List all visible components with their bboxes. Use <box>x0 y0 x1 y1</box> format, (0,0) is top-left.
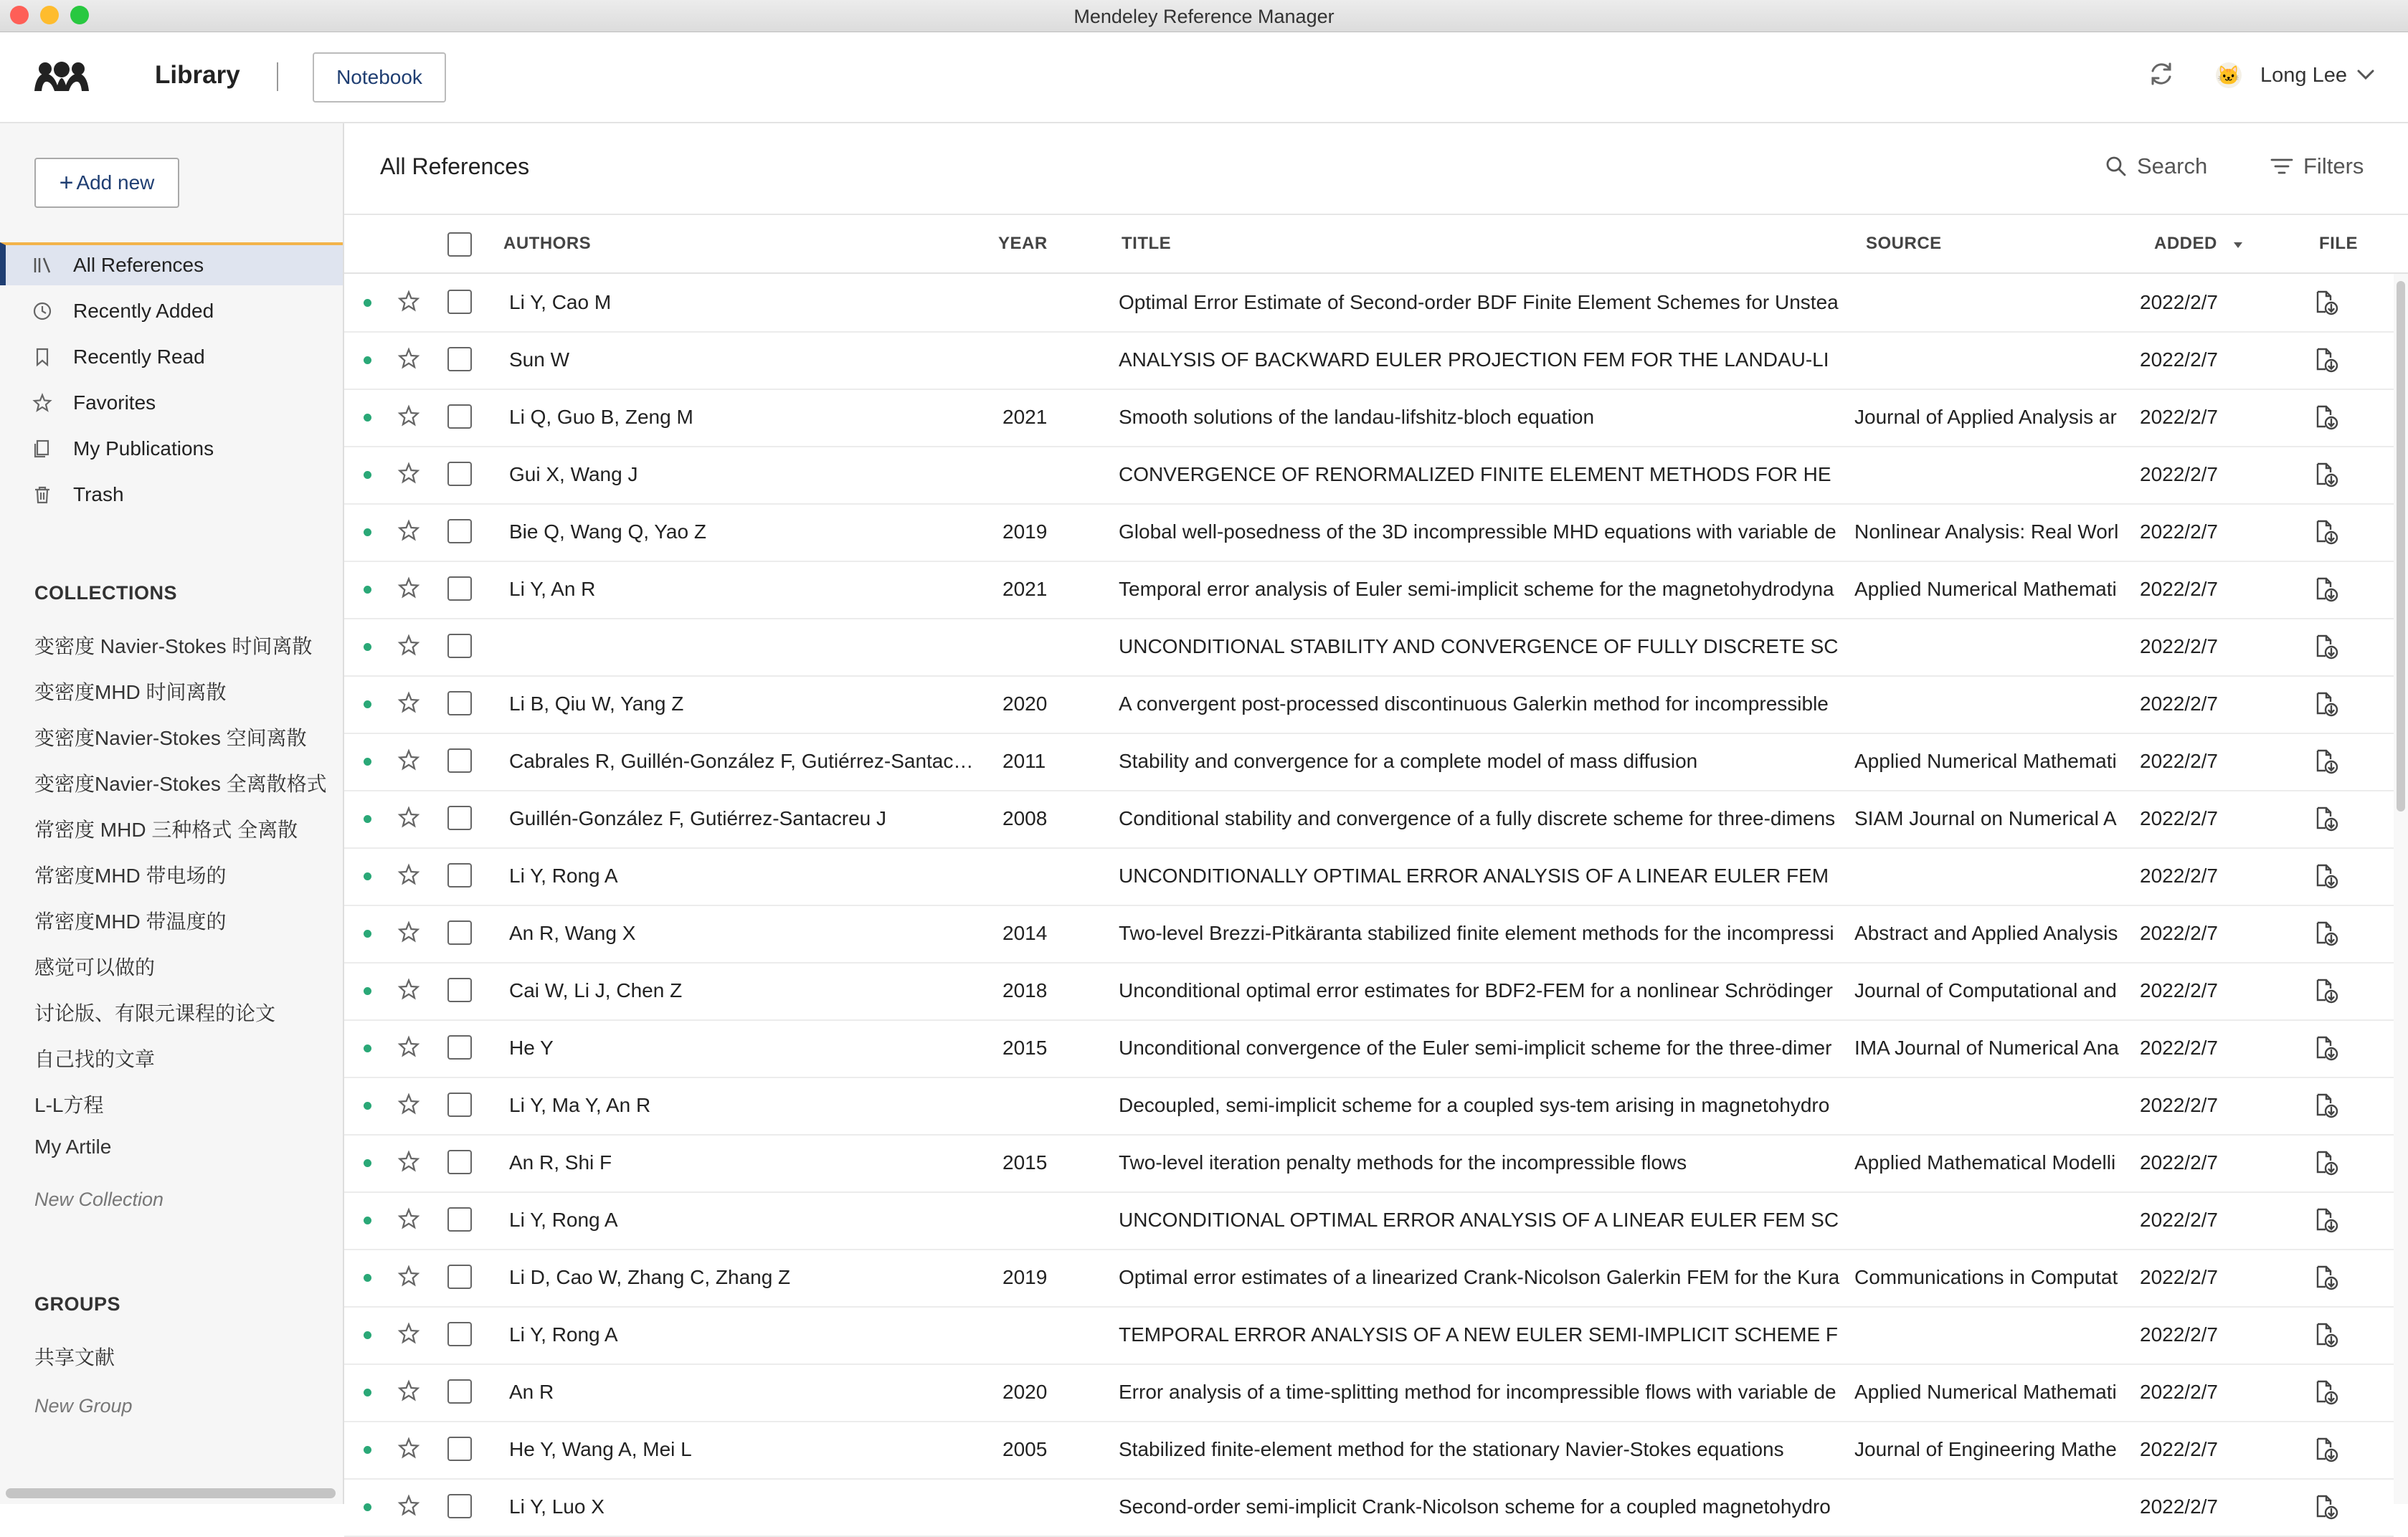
cell-title: CONVERGENCE OF RENORMALIZED FINITE ELEMENT METHODS FOR HE <box>1119 463 1831 485</box>
cell-authors: An R, Shi F <box>509 1151 612 1174</box>
collection-item[interactable]: 自己找的文章 <box>34 1048 156 1070</box>
window-titlebar <box>0 0 2408 32</box>
cell-authors: Li Y, Luo X <box>509 1495 605 1518</box>
avatar[interactable]: 🐱 <box>2216 62 2242 88</box>
status-dot <box>364 1102 371 1110</box>
cell-year: 2021 <box>1002 578 1048 600</box>
cell-year: 2020 <box>1002 693 1048 715</box>
cell-added: 2022/2/7 <box>2140 578 2218 600</box>
cell-year: 2011 <box>1002 750 1046 772</box>
favorite-star-icon[interactable] <box>397 347 420 373</box>
publications-icon <box>32 438 53 460</box>
row-checkbox[interactable] <box>447 519 472 543</box>
collections-heading: COLLECTIONS <box>34 582 177 604</box>
column-header-source[interactable]: SOURCE <box>1866 234 1942 253</box>
table-row[interactable] <box>344 675 2394 734</box>
cell-authors: Sun W <box>509 348 570 371</box>
cell-added: 2022/2/7 <box>2140 1151 2218 1174</box>
sidebar-item-label: Favorites <box>73 391 156 414</box>
status-dot <box>364 586 371 594</box>
status-dot <box>364 643 371 651</box>
sidebar-item-recently-read[interactable] <box>0 336 343 379</box>
column-header-added[interactable] <box>2154 234 2244 254</box>
collection-item[interactable]: 变密度Navier-Stokes 空间离散 <box>34 727 307 749</box>
cell-authors: Cabrales R, Guillén-González F, Gutiérrez-Santac… <box>509 750 974 772</box>
add-file-icon[interactable] <box>2312 1435 2341 1467</box>
cell-source: Applied Numerical Mathemati <box>1854 1381 2117 1403</box>
column-header-added-label: ADDED <box>2154 234 2217 253</box>
row-checkbox[interactable] <box>447 1265 472 1289</box>
status-dot <box>364 872 371 880</box>
favorite-star-icon[interactable] <box>397 634 420 660</box>
sidebar-item-all-references[interactable] <box>0 242 343 285</box>
row-checkbox[interactable] <box>447 1150 472 1174</box>
status-dot <box>364 528 371 536</box>
add-file-icon[interactable] <box>2312 862 2341 894</box>
table-row[interactable] <box>344 847 2394 906</box>
main-header <box>344 123 2408 215</box>
search-button[interactable] <box>2105 153 2207 179</box>
add-file-icon[interactable] <box>2312 1321 2341 1353</box>
collection-item[interactable]: 常密度 MHD 三种格式 全离散 <box>34 819 298 841</box>
cell-source: Applied Numerical Mathemati <box>1854 578 2117 600</box>
select-all-checkbox[interactable] <box>447 232 472 257</box>
cell-title: Conditional stability and convergence of a fully discrete scheme for three-dimens <box>1119 807 1836 829</box>
favorite-star-icon[interactable] <box>397 1265 420 1291</box>
status-dot <box>364 356 371 364</box>
table-row[interactable] <box>344 331 2394 390</box>
cell-added: 2022/2/7 <box>2140 1037 2218 1059</box>
status-dot <box>364 1159 371 1167</box>
mendeley-logo-icon[interactable] <box>33 60 90 96</box>
cell-authors: Bie Q, Wang Q, Yao Z <box>509 520 706 543</box>
sidebar-item-label: Trash <box>73 483 124 505</box>
collection-item[interactable]: 常密度MHD 带温度的 <box>34 910 227 933</box>
cell-year: 2018 <box>1002 979 1048 1001</box>
cell-year: 2005 <box>1002 1438 1048 1460</box>
plus-icon: + <box>59 169 74 196</box>
cell-title: Smooth solutions of the landau-lifshitz-bloch equation <box>1119 406 1595 428</box>
cell-added: 2022/2/7 <box>2140 922 2218 944</box>
references-table <box>344 274 2394 1518</box>
table-header <box>344 215 2408 274</box>
add-file-icon[interactable] <box>2312 403 2341 435</box>
cell-authors: Li Y, Cao M <box>509 291 612 313</box>
cell-added: 2022/2/7 <box>2140 635 2218 657</box>
row-checkbox[interactable] <box>447 576 472 601</box>
table-row[interactable] <box>344 1421 2394 1480</box>
collection-item[interactable]: 常密度MHD 带电场的 <box>34 865 227 887</box>
table-scrollbar[interactable] <box>2394 274 2408 1504</box>
table-row[interactable] <box>344 1019 2394 1078</box>
cell-authors: Cai W, Li J, Chen Z <box>509 979 683 1001</box>
collection-item[interactable]: 变密度 Navier-Stokes 时间离散 <box>34 635 313 657</box>
favorite-star-icon[interactable] <box>397 1093 420 1119</box>
table-row[interactable] <box>344 561 2394 619</box>
cell-added: 2022/2/7 <box>2140 520 2218 543</box>
table-row[interactable] <box>344 389 2394 447</box>
add-file-icon[interactable] <box>2312 690 2341 722</box>
status-dot <box>364 1446 371 1454</box>
row-checkbox[interactable] <box>447 863 472 888</box>
add-file-icon[interactable] <box>2312 460 2341 492</box>
cell-source: IMA Journal of Numerical Ana <box>1854 1037 2119 1059</box>
cell-title: Unconditional convergence of the Euler semi-implicit scheme for the three-dimer <box>1119 1037 1832 1059</box>
add-file-icon[interactable] <box>2312 1148 2341 1181</box>
cell-year: 2008 <box>1002 807 1048 829</box>
cell-authors: Gui X, Wang J <box>509 463 638 485</box>
filters-button[interactable] <box>2270 153 2364 179</box>
row-checkbox[interactable] <box>447 1494 472 1518</box>
cell-title: Stability and convergence for a complete model of mass diffusion <box>1119 750 1698 772</box>
add-new-label: Add new <box>76 171 155 194</box>
status-dot <box>364 987 371 995</box>
cell-title: Unconditional optimal error estimates for BDF2-FEM for a nonlinear Schrödinger <box>1119 979 1833 1001</box>
bookmark-icon <box>32 346 53 368</box>
sort-desc-icon <box>2232 234 2244 254</box>
collection-item[interactable]: L-L方程 <box>34 1094 104 1116</box>
row-checkbox[interactable] <box>447 1035 472 1060</box>
column-header-file[interactable]: FILE <box>2319 234 2358 253</box>
favorite-star-icon[interactable] <box>397 978 420 1004</box>
cell-title: Stabilized finite-element method for the stationary Navier-Stokes equations <box>1119 1438 1784 1460</box>
sidebar-item-my-publications[interactable] <box>0 427 343 470</box>
cell-year: 2015 <box>1002 1151 1048 1174</box>
favorite-star-icon[interactable] <box>397 806 420 832</box>
cell-authors: Li Y, Rong A <box>509 1323 618 1346</box>
cell-authors: An R <box>509 1381 554 1403</box>
cell-title: UNCONDITIONAL OPTIMAL ERROR ANALYSIS OF A LINEAR EULER FEM SC <box>1119 1209 1839 1231</box>
table-row[interactable] <box>344 618 2394 677</box>
cell-source: Journal of Computational and <box>1854 979 2117 1001</box>
filters-label: Filters <box>2303 153 2364 179</box>
clock-icon <box>32 300 53 322</box>
status-dot <box>364 1503 371 1511</box>
cell-authors: Li Y, Rong A <box>509 865 618 887</box>
star-icon <box>32 392 53 414</box>
sidebar-item-label: All References <box>73 254 204 276</box>
cell-authors: Li Y, Ma Y, An R <box>509 1094 651 1116</box>
sidebar-item-label: My Publications <box>73 437 214 460</box>
favorite-star-icon[interactable] <box>397 1322 420 1348</box>
favorite-star-icon[interactable] <box>397 404 420 431</box>
cell-title: UNCONDITIONALLY OPTIMAL ERROR ANALYSIS OF A LINEAR EULER FEM <box>1119 865 1829 887</box>
sidebar-item-label: Recently Added <box>73 300 214 322</box>
table-row[interactable] <box>344 790 2394 849</box>
cell-authors: Guillén-González F, Gutiérrez-Santacreu J <box>509 807 886 829</box>
cell-authors: He Y, Wang A, Mei L <box>509 1438 692 1460</box>
cell-authors: Li B, Qiu W, Yang Z <box>509 693 684 715</box>
cell-title: Optimal Error Estimate of Second-order BDF Finite Element Schemes for Unstea <box>1119 291 1839 313</box>
cell-source: Journal of Engineering Mathe <box>1854 1438 2117 1460</box>
row-checkbox[interactable] <box>447 978 472 1002</box>
add-file-icon[interactable] <box>2312 1034 2341 1066</box>
window-title: Mendeley Reference Manager <box>1073 6 1335 27</box>
cell-title: Second-order semi-implicit Crank-Nicolson scheme for a coupled magnetohydro <box>1119 1495 1831 1518</box>
group-item[interactable]: 共享文献 <box>34 1346 115 1369</box>
cell-added: 2022/2/7 <box>2140 1094 2218 1116</box>
add-file-icon[interactable] <box>2312 346 2341 378</box>
cell-added: 2022/2/7 <box>2140 865 2218 887</box>
status-dot <box>364 930 371 938</box>
column-header-title[interactable]: TITLE <box>1122 234 1172 253</box>
cell-year: 2019 <box>1002 520 1048 543</box>
sync-icon[interactable] <box>2147 60 2176 92</box>
chevron-down-icon[interactable] <box>2356 68 2375 85</box>
favorite-star-icon[interactable] <box>397 748 420 775</box>
table-row[interactable] <box>344 1249 2394 1308</box>
add-file-icon[interactable] <box>2312 1091 2341 1123</box>
new-collection-link[interactable]: New Collection <box>34 1189 164 1210</box>
status-dot <box>364 1331 371 1339</box>
row-checkbox[interactable] <box>447 1207 472 1232</box>
cell-source: Applied Mathematical Modelli <box>1854 1151 2116 1174</box>
library-icon <box>32 254 53 276</box>
add-file-icon[interactable] <box>2312 518 2341 550</box>
cell-source: Communications in Computat <box>1854 1266 2118 1288</box>
cell-authors: He Y <box>509 1037 554 1059</box>
cell-title: Error analysis of a time-splitting method for incompressible flows with variable de <box>1119 1381 1836 1403</box>
cell-title: Temporal error analysis of Euler semi-implicit scheme for the magnetohydrodyna <box>1119 578 1834 600</box>
cell-source: SIAM Journal on Numerical A <box>1854 807 2117 829</box>
row-checkbox[interactable] <box>447 290 472 314</box>
row-checkbox[interactable] <box>447 347 472 371</box>
cell-title: Two-level iteration penalty methods for the incompressible flows <box>1119 1151 1687 1174</box>
cell-added: 2022/2/7 <box>2140 1323 2218 1346</box>
main-panel <box>344 123 2408 1518</box>
cell-added: 2022/2/7 <box>2140 1209 2218 1231</box>
cell-added: 2022/2/7 <box>2140 1266 2218 1288</box>
favorite-star-icon[interactable] <box>397 290 420 316</box>
cell-title: Decoupled, semi-implicit scheme for a coupled sys-tem arising in magnetohydro <box>1119 1094 1830 1116</box>
search-icon <box>2105 156 2127 177</box>
sidebar-scrollbar[interactable] <box>6 1488 336 1498</box>
status-dot <box>364 1274 371 1282</box>
cell-title: A convergent post-processed discontinuous Galerkin method for incompressible <box>1119 693 1829 715</box>
add-file-icon[interactable] <box>2312 575 2341 607</box>
row-checkbox[interactable] <box>447 462 472 486</box>
row-checkbox[interactable] <box>447 1093 472 1117</box>
favorite-star-icon[interactable] <box>397 1379 420 1406</box>
status-dot <box>364 700 371 708</box>
cell-authors: Li Q, Guo B, Zeng M <box>509 406 693 428</box>
search-label: Search <box>2137 153 2208 179</box>
favorite-star-icon[interactable] <box>397 1207 420 1234</box>
table-row[interactable] <box>344 733 2394 791</box>
cell-authors: Li Y, Rong A <box>509 1209 618 1231</box>
row-checkbox[interactable] <box>447 634 472 658</box>
cell-source: Applied Numerical Mathemati <box>1854 750 2117 772</box>
cell-added: 2022/2/7 <box>2140 1381 2218 1403</box>
status-dot <box>364 299 371 307</box>
add-new-button[interactable] <box>34 158 179 208</box>
cell-year: 2015 <box>1002 1037 1048 1059</box>
favorite-star-icon[interactable] <box>397 576 420 603</box>
row-checkbox[interactable] <box>447 920 472 945</box>
row-checkbox[interactable] <box>447 404 472 429</box>
table-row[interactable] <box>344 1478 2394 1537</box>
table-scrollbar-thumb[interactable] <box>2397 281 2405 812</box>
row-checkbox[interactable] <box>447 1322 472 1346</box>
collection-item[interactable]: 感觉可以做的 <box>34 956 156 979</box>
cell-title: Two-level Brezzi-Pitkäranta stabilized finite element methods for the incompressi <box>1119 922 1834 944</box>
cell-authors: An R, Wang X <box>509 922 636 944</box>
cell-added: 2022/2/7 <box>2140 979 2218 1001</box>
user-name[interactable]: Long Lee <box>2260 64 2347 87</box>
cell-title: Optimal error estimates of a linearized Crank-Nicolson Galerkin FEM for the Kura <box>1119 1266 1840 1288</box>
status-dot <box>364 1389 371 1396</box>
table-row[interactable] <box>344 1134 2394 1193</box>
favorite-star-icon[interactable] <box>397 1494 420 1521</box>
cell-source: Journal of Applied Analysis ar <box>1854 406 2117 428</box>
status-dot <box>364 815 371 823</box>
favorite-star-icon[interactable] <box>397 1150 420 1176</box>
cell-added: 2022/2/7 <box>2140 1438 2218 1460</box>
cell-authors: Li D, Cao W, Zhang C, Zhang Z <box>509 1266 791 1288</box>
notebook-button[interactable]: Notebook <box>313 52 446 103</box>
cell-year: 2014 <box>1002 922 1048 944</box>
add-file-icon[interactable] <box>2312 1378 2341 1410</box>
row-checkbox[interactable] <box>447 748 472 773</box>
table-row[interactable] <box>344 446 2394 505</box>
cell-added: 2022/2/7 <box>2140 291 2218 313</box>
column-header-year[interactable]: YEAR <box>998 234 1048 253</box>
cell-title: TEMPORAL ERROR ANALYSIS OF A NEW EULER SEMI-IMPLICIT SCHEME F <box>1119 1323 1839 1346</box>
cell-added: 2022/2/7 <box>2140 750 2218 772</box>
page-title: All References <box>380 153 530 179</box>
favorite-star-icon[interactable] <box>397 863 420 890</box>
table-row[interactable] <box>344 962 2394 1021</box>
collection-item[interactable]: My Artile <box>34 1136 112 1158</box>
new-group-link[interactable]: New Group <box>34 1395 133 1417</box>
add-file-icon[interactable] <box>2312 288 2341 320</box>
add-file-icon[interactable] <box>2312 804 2341 837</box>
add-file-icon[interactable] <box>2312 976 2341 1009</box>
table-row[interactable] <box>344 1191 2394 1250</box>
groups-heading: GROUPS <box>34 1293 121 1315</box>
table-row[interactable] <box>344 905 2394 963</box>
add-file-icon[interactable] <box>2312 747 2341 779</box>
status-dot <box>364 758 371 766</box>
status-dot <box>364 471 371 479</box>
column-header-authors[interactable]: AUTHORS <box>503 234 592 253</box>
cell-title: ANALYSIS OF BACKWARD EULER PROJECTION FEM FOR THE LANDAU-LI <box>1119 348 1829 371</box>
add-file-icon[interactable] <box>2312 1206 2341 1238</box>
sidebar-item-trash[interactable] <box>0 473 343 516</box>
table-row[interactable] <box>344 274 2394 333</box>
cell-year: 2021 <box>1002 406 1048 428</box>
cell-added: 2022/2/7 <box>2140 693 2218 715</box>
status-dot <box>364 1217 371 1224</box>
add-file-icon[interactable] <box>2312 632 2341 665</box>
collection-item[interactable]: 变密度Navier-Stokes 全离散格式 <box>34 773 327 795</box>
cell-added: 2022/2/7 <box>2140 807 2218 829</box>
favorite-star-icon[interactable] <box>397 462 420 488</box>
table-row[interactable] <box>344 1306 2394 1365</box>
collection-item[interactable]: 变密度MHD 时间离散 <box>34 681 227 703</box>
row-checkbox[interactable] <box>447 1379 472 1404</box>
library-title[interactable]: Library <box>155 61 240 89</box>
table-row[interactable] <box>344 1364 2394 1422</box>
cell-year: 2019 <box>1002 1266 1048 1288</box>
table-row[interactable] <box>344 503 2394 562</box>
add-file-icon[interactable] <box>2312 1493 2341 1525</box>
favorite-star-icon[interactable] <box>397 1437 420 1463</box>
trash-icon <box>32 484 53 505</box>
sidebar-item-recently-added[interactable] <box>0 290 343 333</box>
cell-added: 2022/2/7 <box>2140 463 2218 485</box>
table-row[interactable] <box>344 1077 2394 1136</box>
cell-source: Abstract and Applied Analysis <box>1854 922 2118 944</box>
favorite-star-icon[interactable] <box>397 519 420 546</box>
sidebar-item-favorites[interactable] <box>0 381 343 424</box>
cell-added: 2022/2/7 <box>2140 406 2218 428</box>
sidebar <box>0 123 344 1504</box>
sidebar-item-label: Recently Read <box>73 346 205 368</box>
cell-added: 2022/2/7 <box>2140 1495 2218 1518</box>
app-header <box>0 32 2408 123</box>
favorite-star-icon[interactable] <box>397 691 420 718</box>
favorite-star-icon[interactable] <box>397 920 420 947</box>
row-checkbox[interactable] <box>447 1437 472 1461</box>
status-dot <box>364 1045 371 1052</box>
cell-title: Global well-posedness of the 3D incompressible MHD equations with variable de <box>1119 520 1836 543</box>
cell-added: 2022/2/7 <box>2140 348 2218 371</box>
collection-item[interactable]: 讨论版、有限元课程的论文 <box>34 1002 276 1024</box>
row-checkbox[interactable] <box>447 691 472 715</box>
row-checkbox[interactable] <box>447 806 472 830</box>
cell-year: 2020 <box>1002 1381 1048 1403</box>
favorite-star-icon[interactable] <box>397 1035 420 1062</box>
add-file-icon[interactable] <box>2312 919 2341 951</box>
filter-icon <box>2270 157 2293 176</box>
add-file-icon[interactable] <box>2312 1263 2341 1295</box>
header-divider <box>277 62 278 91</box>
status-dot <box>364 414 371 422</box>
cell-title: UNCONDITIONAL STABILITY AND CONVERGENCE OF FULLY DISCRETE SC <box>1119 635 1839 657</box>
cell-source: Nonlinear Analysis: Real Worl <box>1854 520 2119 543</box>
cell-authors: Li Y, An R <box>509 578 596 600</box>
